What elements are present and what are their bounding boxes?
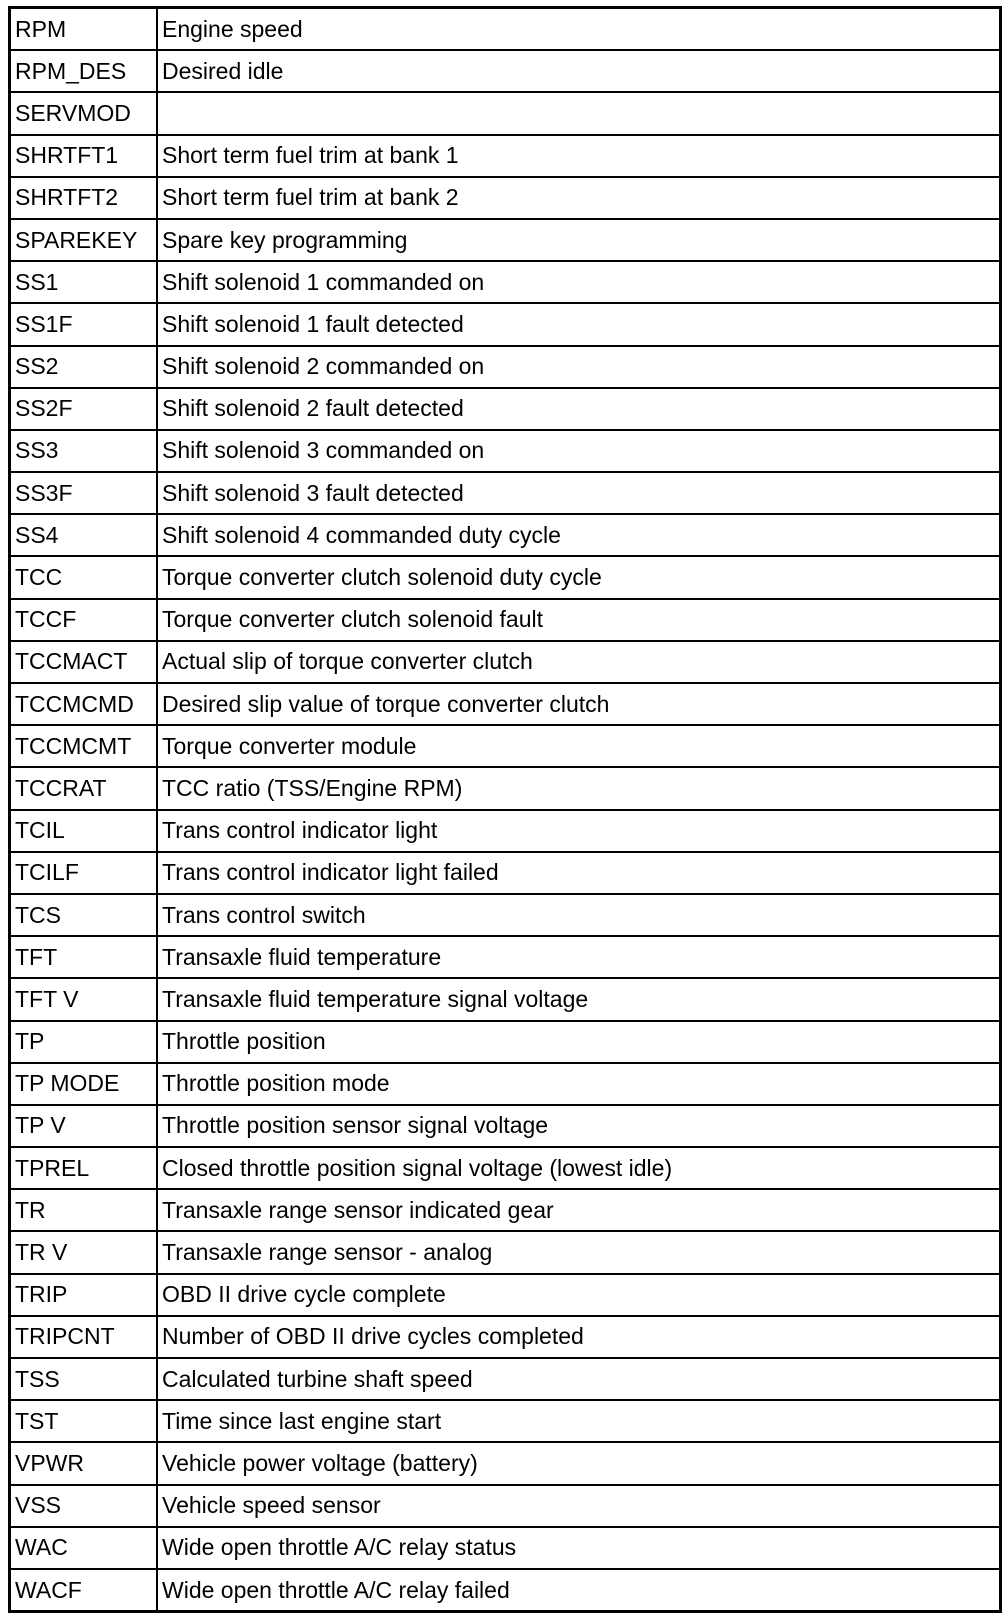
pid-cell: TRIPCNT — [10, 1316, 158, 1358]
pid-cell: SS1F — [10, 303, 158, 345]
pid-table-body — [10, 8, 1001, 1612]
table-row — [10, 430, 1001, 472]
table-row — [10, 303, 1001, 345]
pid-cell: WAC — [10, 1527, 158, 1569]
pid-cell: TP MODE — [10, 1063, 158, 1105]
table-row — [10, 50, 1001, 92]
table-row — [10, 852, 1001, 894]
pid-cell: TSS — [10, 1358, 158, 1400]
table-row — [10, 219, 1001, 261]
table-row — [10, 1021, 1001, 1063]
table-row — [10, 261, 1001, 303]
table-row — [10, 1105, 1001, 1147]
pid-cell: SHRTFT2 — [10, 177, 158, 219]
pid-cell: TCCMACT — [10, 641, 158, 683]
description-cell: Shift solenoid 2 fault detected — [157, 388, 1001, 430]
description-cell: Vehicle power voltage (battery) — [157, 1442, 1001, 1484]
table-row — [10, 1485, 1001, 1527]
pid-cell: RPM — [10, 8, 158, 51]
table-row — [10, 92, 1001, 134]
pid-cell: TR V — [10, 1231, 158, 1273]
description-cell: TCC ratio (TSS/Engine RPM) — [157, 767, 1001, 809]
pid-cell: WACF — [10, 1569, 158, 1612]
pid-cell: TST — [10, 1400, 158, 1442]
description-cell: Transaxle range sensor indicated gear — [157, 1189, 1001, 1231]
table-row — [10, 683, 1001, 725]
description-cell: Calculated turbine shaft speed — [157, 1358, 1001, 1400]
pid-cell: VPWR — [10, 1442, 158, 1484]
description-cell: Transaxle fluid temperature signal voltage — [157, 978, 1001, 1020]
table-row — [10, 1527, 1001, 1569]
pid-cell: TCIL — [10, 810, 158, 852]
table-row — [10, 472, 1001, 514]
description-cell: Transaxle range sensor - analog — [157, 1231, 1001, 1273]
pid-cell: RPM_DES — [10, 50, 158, 92]
pid-cell: TCCMCMT — [10, 725, 158, 767]
table-row — [10, 810, 1001, 852]
table-row — [10, 894, 1001, 936]
description-cell: Trans control indicator light — [157, 810, 1001, 852]
table-row — [10, 1316, 1001, 1358]
table-row — [10, 1400, 1001, 1442]
table-row — [10, 641, 1001, 683]
table-row — [10, 599, 1001, 641]
pid-cell: VSS — [10, 1485, 158, 1527]
description-cell: Engine speed — [157, 8, 1001, 51]
pid-cell: SS1 — [10, 261, 158, 303]
table-row — [10, 388, 1001, 430]
description-cell: Shift solenoid 1 fault detected — [157, 303, 1001, 345]
description-cell: Transaxle fluid temperature — [157, 936, 1001, 978]
description-cell: Number of OBD II drive cycles completed — [157, 1316, 1001, 1358]
description-cell: Trans control indicator light failed — [157, 852, 1001, 894]
table-row — [10, 135, 1001, 177]
pid-cell: TP — [10, 1021, 158, 1063]
pid-cell: SPAREKEY — [10, 219, 158, 261]
description-cell: Time since last engine start — [157, 1400, 1001, 1442]
pid-cell: SS2F — [10, 388, 158, 430]
table-row — [10, 1231, 1001, 1273]
pid-cell: SHRTFT1 — [10, 135, 158, 177]
table-row — [10, 767, 1001, 809]
table-row — [10, 978, 1001, 1020]
table-row — [10, 177, 1001, 219]
table-row — [10, 1063, 1001, 1105]
pid-cell: TPREL — [10, 1147, 158, 1189]
table-row — [10, 1442, 1001, 1484]
description-cell: Wide open throttle A/C relay status — [157, 1527, 1001, 1569]
table-row — [10, 1358, 1001, 1400]
description-cell: Throttle position — [157, 1021, 1001, 1063]
table-row — [10, 8, 1001, 51]
description-cell: Short term fuel trim at bank 1 — [157, 135, 1001, 177]
table-row — [10, 556, 1001, 598]
table-row — [10, 514, 1001, 556]
description-cell: Torque converter module — [157, 725, 1001, 767]
pid-cell: TCC — [10, 556, 158, 598]
description-cell: Wide open throttle A/C relay failed — [157, 1569, 1001, 1612]
pid-cell: TRIP — [10, 1274, 158, 1316]
pid-cell: TFT — [10, 936, 158, 978]
table-row — [10, 1569, 1001, 1612]
pid-cell: TFT V — [10, 978, 158, 1020]
pid-cell: TP V — [10, 1105, 158, 1147]
table-row — [10, 725, 1001, 767]
description-cell: Actual slip of torque converter clutch — [157, 641, 1001, 683]
description-cell: Shift solenoid 3 commanded on — [157, 430, 1001, 472]
pid-definition-table — [8, 6, 1002, 1613]
description-cell: Vehicle speed sensor — [157, 1485, 1001, 1527]
description-cell: Shift solenoid 1 commanded on — [157, 261, 1001, 303]
table-row — [10, 1189, 1001, 1231]
description-cell: Short term fuel trim at bank 2 — [157, 177, 1001, 219]
pid-cell: TR — [10, 1189, 158, 1231]
description-cell: Shift solenoid 3 fault detected — [157, 472, 1001, 514]
pid-cell: SS2 — [10, 346, 158, 388]
pid-cell: SS3 — [10, 430, 158, 472]
description-cell: Desired idle — [157, 50, 1001, 92]
description-cell: Desired slip value of torque converter clutch — [157, 683, 1001, 725]
pid-cell: SERVMOD — [10, 92, 158, 134]
pid-cell: TCCF — [10, 599, 158, 641]
description-cell: Throttle position sensor signal voltage — [157, 1105, 1001, 1147]
pid-cell: TCILF — [10, 852, 158, 894]
pid-cell: SS3F — [10, 472, 158, 514]
description-cell: Shift solenoid 4 commanded duty cycle — [157, 514, 1001, 556]
description-cell: Throttle position mode — [157, 1063, 1001, 1105]
description-cell: Closed throttle position signal voltage (lowest idle) — [157, 1147, 1001, 1189]
table-row — [10, 1274, 1001, 1316]
table-row — [10, 346, 1001, 388]
pid-cell: TCCMCMD — [10, 683, 158, 725]
description-cell: Torque converter clutch solenoid fault — [157, 599, 1001, 641]
description-cell: Torque converter clutch solenoid duty cycle — [157, 556, 1001, 598]
pid-cell: TCS — [10, 894, 158, 936]
pid-cell: SS4 — [10, 514, 158, 556]
description-cell: Trans control switch — [157, 894, 1001, 936]
description-cell — [157, 92, 1001, 134]
description-cell: Shift solenoid 2 commanded on — [157, 346, 1001, 388]
table-row — [10, 936, 1001, 978]
pid-cell: TCCRAT — [10, 767, 158, 809]
table-row — [10, 1147, 1001, 1189]
description-cell: Spare key programming — [157, 219, 1001, 261]
description-cell: OBD II drive cycle complete — [157, 1274, 1001, 1316]
